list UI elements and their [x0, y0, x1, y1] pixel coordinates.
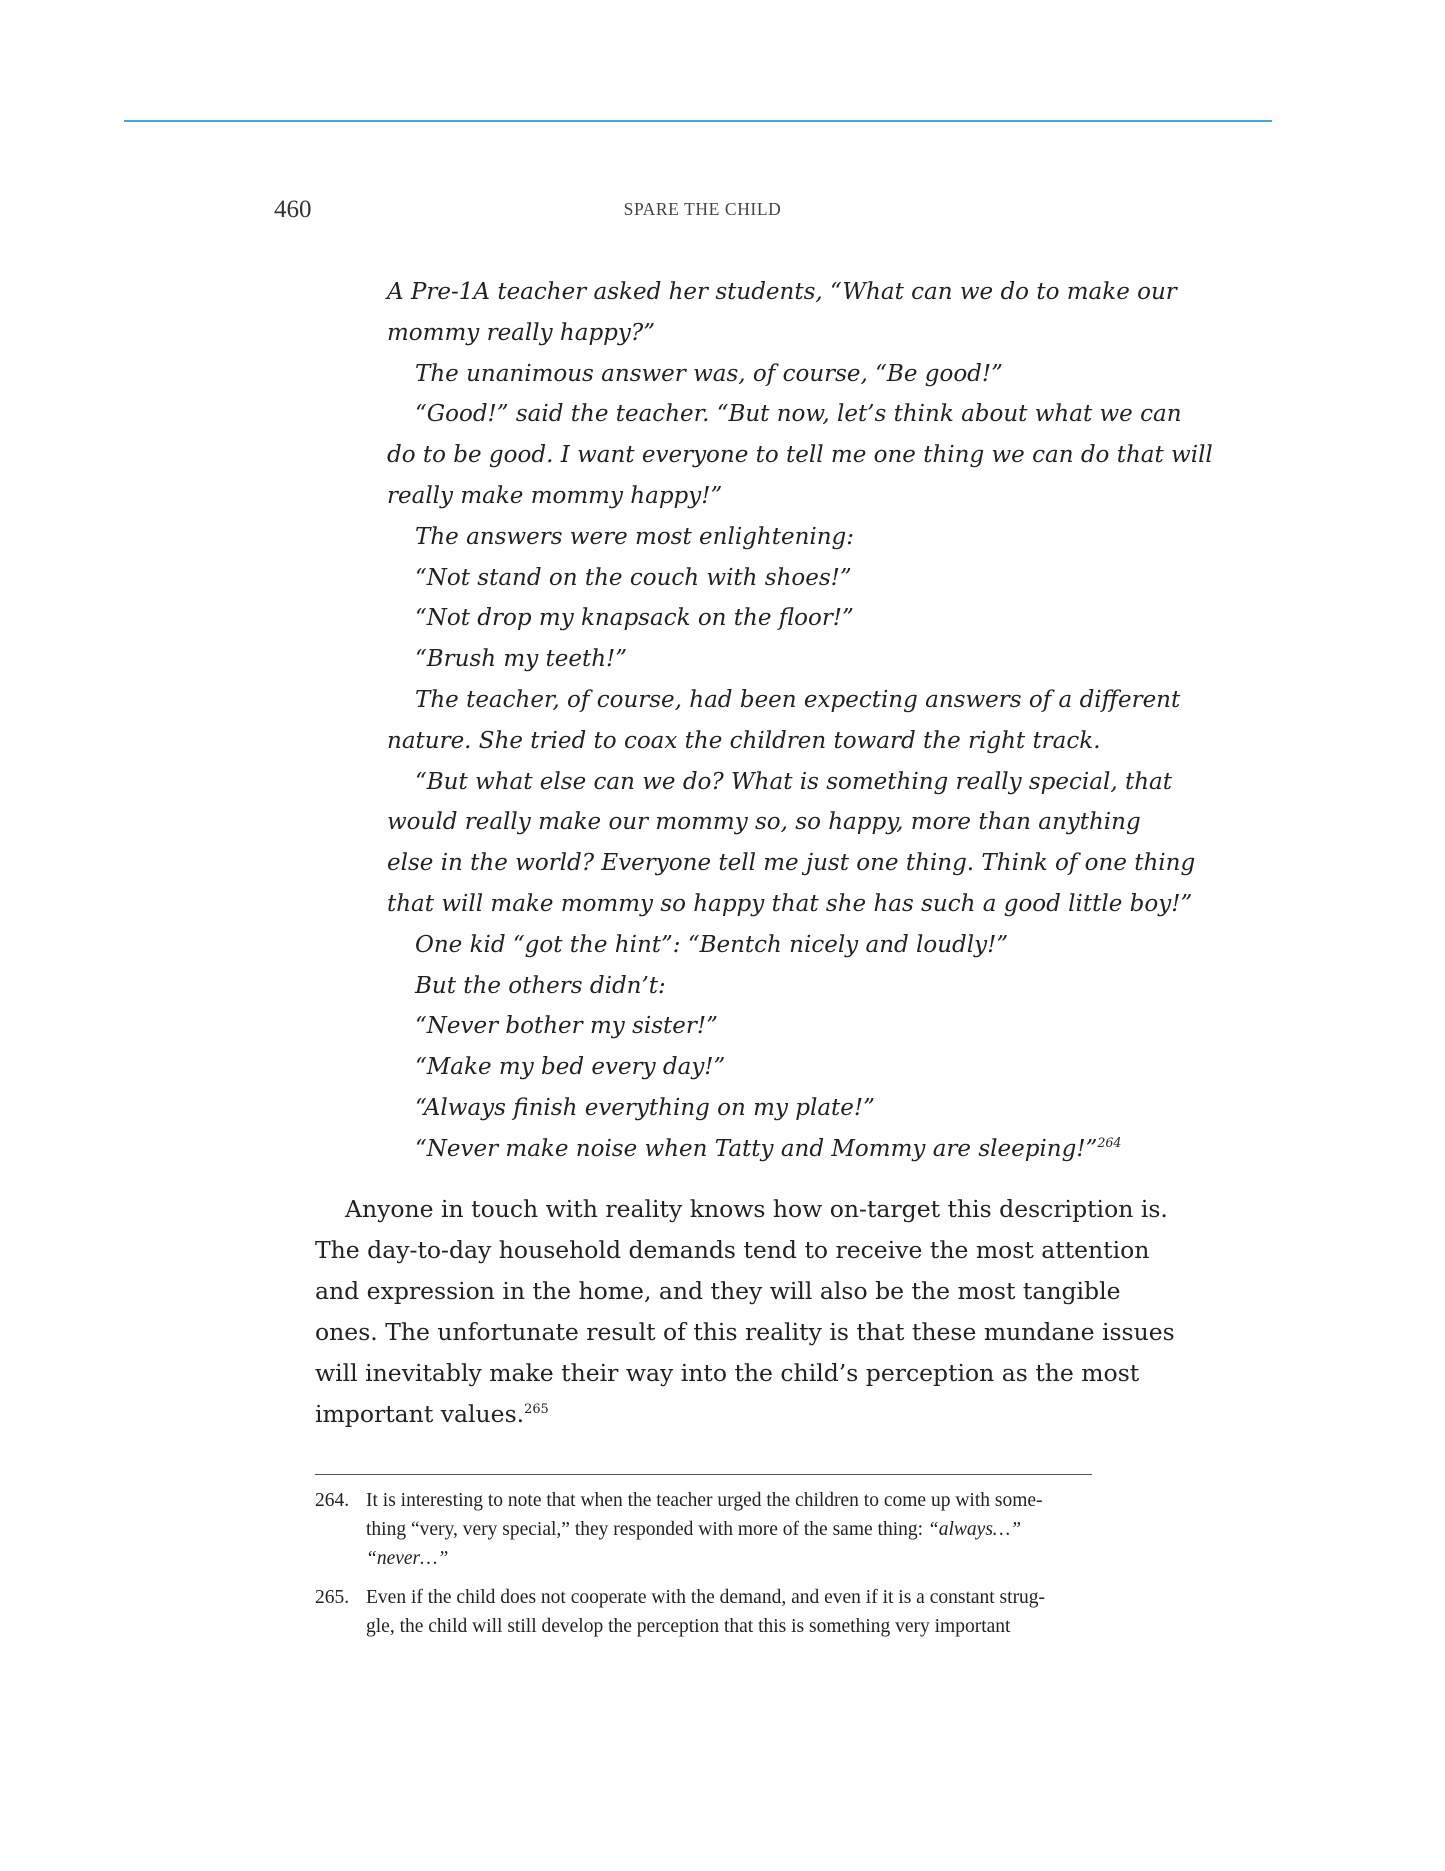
footnote-number: 264.	[315, 1490, 350, 1511]
body-paragraph	[315, 1189, 1175, 1439]
quote-line: would really make our mommy so, so happy, more than anything	[387, 809, 1141, 836]
quote-line: that will make mommy so happy that she has such a good little boy!”	[387, 890, 1193, 917]
footnote-reference[interactable]: 264	[1097, 1134, 1122, 1150]
quote-line: “Not stand on the couch with shoes!”	[415, 564, 852, 591]
footnote-line: gle, the child will still develop the perception that this is something very important	[366, 1616, 1011, 1637]
footnote-line: Even if the child does not cooperate with the demand, and even if it is a constant strug-	[366, 1587, 1046, 1608]
footnote-reference[interactable]: 265	[524, 1401, 549, 1417]
footnote-264	[315, 1486, 1092, 1573]
quote-line: One kid “got the hint”: “Bentch nicely and loudly!”	[415, 931, 1009, 958]
footnote-separator	[315, 1474, 1092, 1475]
quote-line: The answers were most enlightening:	[415, 523, 855, 550]
body-line: Anyone in touch with reality knows how on-target this description is.	[345, 1195, 1168, 1223]
quote-line: really make mommy happy!”	[387, 482, 723, 509]
body-line	[315, 1394, 1092, 1439]
footnote-265	[315, 1583, 1092, 1641]
quote-line: “Always finish everything on my plate!”	[415, 1094, 875, 1121]
quote-line: nature. She tried to coax the children toward the right track.	[387, 727, 1101, 754]
footnotes	[315, 1486, 1092, 1651]
body-line: will inevitably make their way into the child’s perception as the most	[315, 1359, 1140, 1387]
quote-line: “Good!” said the teacher. “But now, let’s think about what we can	[415, 401, 1182, 428]
footnote-line	[366, 1544, 1092, 1573]
quote-line: do to be good. I want everyone to tell me one thing we can do that will	[387, 442, 1213, 469]
quote-line: “But what else can we do? What is something really special, that	[415, 768, 1172, 795]
footnote-line	[366, 1515, 1092, 1544]
footnote-text: thing “very, very special,” they responded with more of the same thing:	[366, 1519, 928, 1540]
body-line: The day-to-day household demands tend to receive the most attention	[315, 1236, 1150, 1264]
quote-line: mommy really happy?”	[387, 319, 655, 346]
quote-line: But the others didn’t:	[415, 972, 666, 999]
footnote-number: 265.	[315, 1587, 350, 1608]
body-line: and expression in the home, and they will also be the most tangible	[315, 1277, 1121, 1305]
body-line-text: important values.	[315, 1400, 525, 1428]
quote-line: “Not drop my knapsack on the floor!”	[415, 605, 854, 632]
block-quote	[387, 272, 1213, 1173]
quote-line: The unanimous answer was, of course, “Be good!”	[415, 360, 1003, 387]
footnote-italic-text: “never…”	[366, 1548, 449, 1569]
quote-line: The teacher, of course, had been expecting answers of a different	[415, 686, 1181, 713]
quote-line: A Pre-1A teacher asked her students, “What can we do to make our	[387, 279, 1177, 305]
header-rule	[124, 120, 1272, 122]
quote-line: “Brush my teeth!”	[415, 646, 628, 673]
running-head: SPARE THE CHILD	[623, 199, 782, 219]
quote-line	[387, 1129, 1122, 1173]
footnote-line: It is interesting to note that when the teacher urged the children to come up with some-	[366, 1490, 1043, 1511]
quote-line: else in the world? Everyone tell me just one thing. Think of one thing	[387, 850, 1196, 877]
footnote-italic-text: “always…”	[927, 1519, 1022, 1540]
page-number: 460	[274, 196, 312, 223]
quote-line-text: “Never make noise when Tatty and Mommy are sleeping!”	[415, 1135, 1098, 1162]
quote-line: “Never bother my sister!”	[415, 1013, 718, 1040]
quote-line: “Make my bed every day!”	[415, 1054, 726, 1081]
body-line: ones. The unfortunate result of this reality is that these mundane issues	[315, 1318, 1175, 1346]
